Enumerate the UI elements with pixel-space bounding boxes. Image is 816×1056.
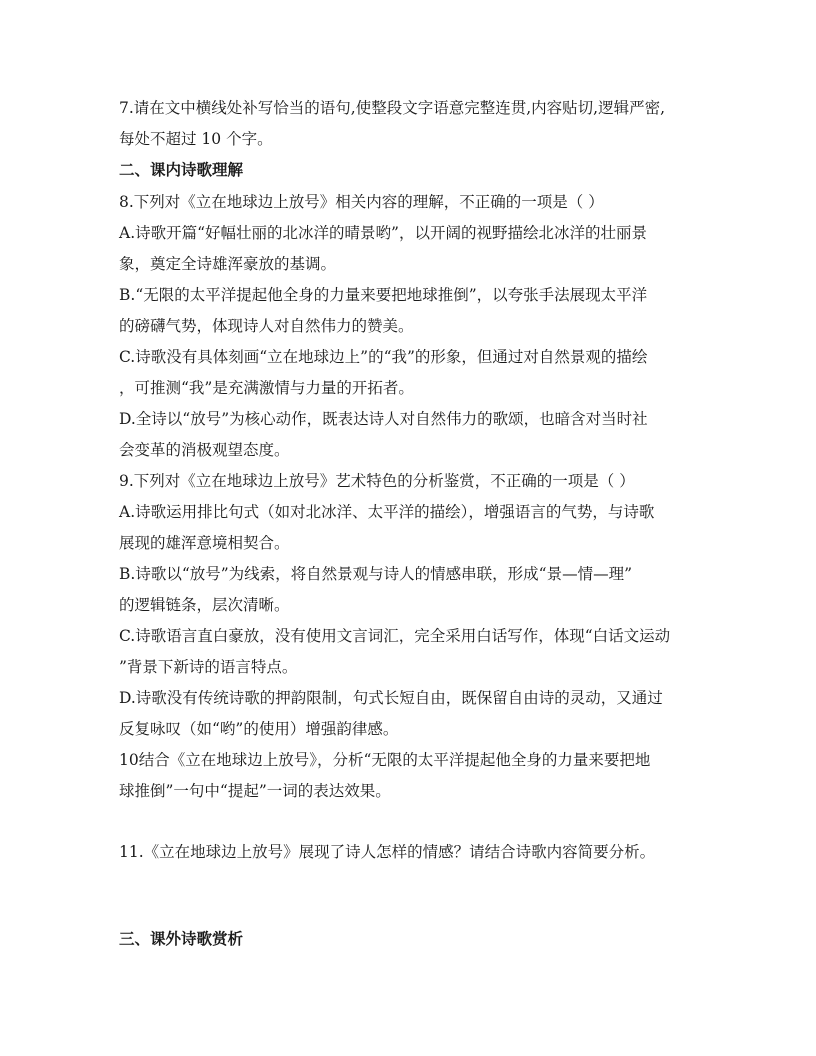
- q8-option-a-line-1: A.诗歌开篇“好幅壮丽的北冰洋的晴景哟”，以开阔的视野描绘北冰洋的壮丽景: [119, 224, 647, 242]
- q9-option-a-line-1: A.诗歌运用排比句式（如对北冰洋、太平洋的描绘），增强语言的气势，与诗歌: [119, 503, 655, 521]
- q9-option-d-line-2: 反复咏叹（如“哟”的使用）增强韵律感。: [119, 720, 399, 738]
- q8-option-d-line-2: 会变革的消极观望态度。: [119, 441, 290, 459]
- q9-option-b-line-2: 的逻辑链条，层次清晰。: [119, 596, 290, 614]
- q9-option-b-line-1: B.诗歌以“放号”为线索，将自然景观与诗人的情感串联，形成“景—情—理”: [119, 565, 633, 583]
- q10-line-2: 球推倒”一句中“提起”一词的表达效果。: [119, 782, 391, 800]
- q9-stem: 9.下列对《立在地球边上放号》艺术特色的分析鉴赏，不正确的一项是（ ）: [119, 472, 635, 490]
- q8-option-b-line-2: 的磅礴气势，体现诗人对自然伟力的赞美。: [119, 317, 414, 335]
- section-heading-3: 三、课外诗歌赏析: [119, 929, 244, 948]
- q9-option-d-line-1: D.诗歌没有传统诗歌的押韵限制，句式长短自由，既保留自由诗的灵动，又通过: [119, 689, 663, 707]
- q8-option-a-line-2: 象，奠定全诗雄浑豪放的基调。: [119, 255, 337, 273]
- q8-option-b-line-1: B.“无限的太平洋提起他全身的力量来要把地球推倒”，以夸张手法展现太平洋: [119, 286, 648, 304]
- q9-option-c-line-1: C.诗歌语言直白豪放，没有使用文言词汇，完全采用白话写作，体现“白话文运动: [119, 627, 671, 645]
- q9-option-c-line-2: ”背景下新诗的语言特点。: [119, 658, 298, 676]
- q9-option-a-line-2: 展现的雄浑意境相契合。: [119, 534, 290, 552]
- q8-option-d-line-1: D.全诗以“放号”为核心动作，既表达诗人对自然伟力的歌颂，也暗含对当时社: [119, 410, 648, 428]
- section-heading-2: 二、课内诗歌理解: [119, 160, 244, 179]
- q11-line: 11.《立在地球边上放号》展现了诗人怎样的情感？请结合诗歌内容简要分析。: [119, 843, 656, 861]
- q8-option-c-line-1: C.诗歌没有具体刻画“立在地球边上”的“我”的形象，但通过对自然景观的描绘: [119, 348, 648, 366]
- q7-line-1: 7.请在文中横线处补写恰当的语句,使整段文字语意完整连贯,内容贴切,逻辑严密,: [119, 99, 665, 117]
- q10-line-1: 10结合《立在地球边上放号》，分析“无限的太平洋提起他全身的力量来要把地: [119, 751, 651, 769]
- q7-line-2: 每处不超过 10 个字。: [119, 130, 273, 148]
- q8-stem: 8.下列对《立在地球边上放号》相关内容的理解，不正确的一项是（ ）: [119, 193, 604, 211]
- q8-option-c-line-2: ，可推测“我”是充满激情与力量的开拓者。: [119, 379, 414, 397]
